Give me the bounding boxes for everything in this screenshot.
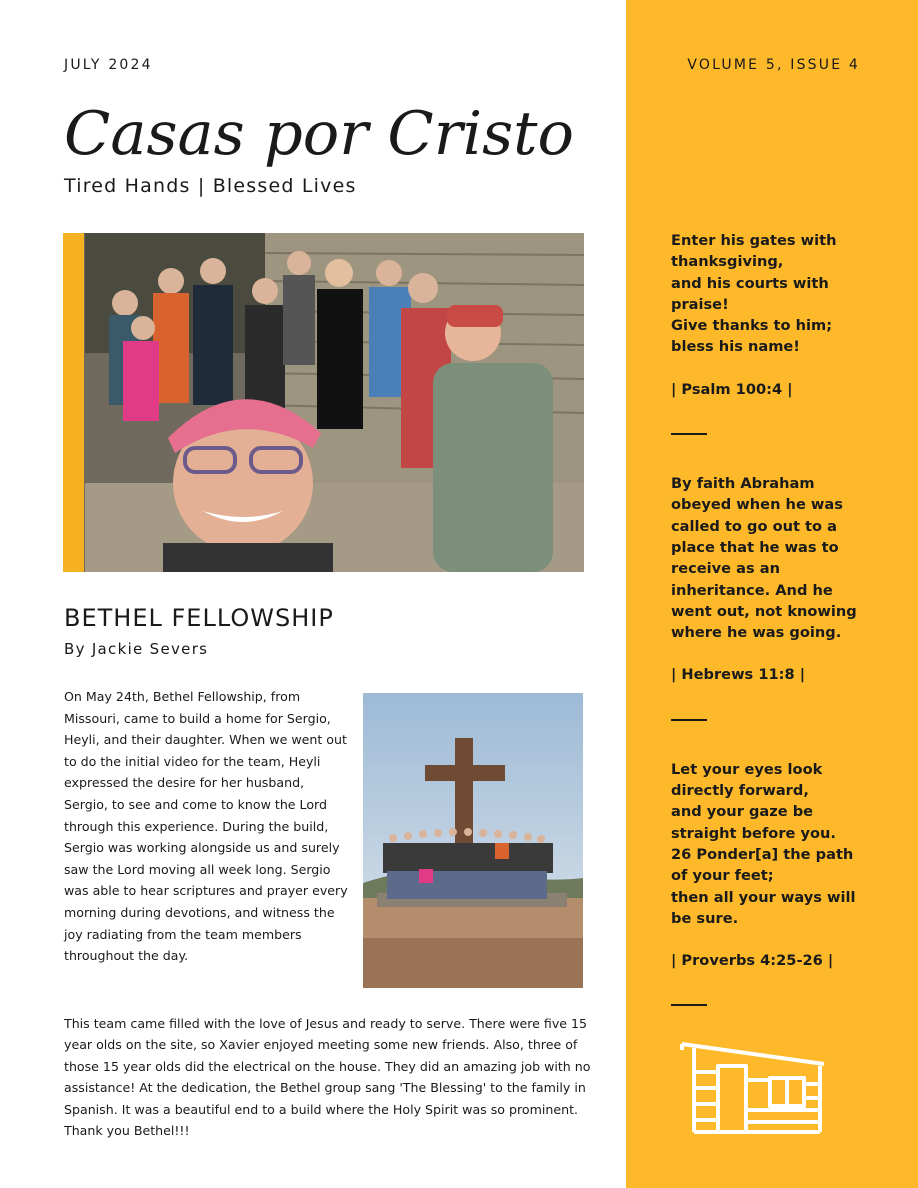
- article-body-2: [64, 1013, 592, 1141]
- title-text: Casas por Cristo: [64, 99, 574, 169]
- verse-block: [671, 230, 871, 435]
- verse-text: By faith Abraham obeyed when he was called to go out to a place that he was to receive as an inheritance. And he went out, not knowing where he was going.: [671, 475, 857, 642]
- verse-text: Let your eyes look directly forward, and your gaze be straight before you. 26 Ponder[a] the path of your feet; then all your ways will be sure.: [671, 760, 856, 927]
- verse-reference: | Psalm 100:4 |: [671, 380, 793, 398]
- verse-divider: [671, 719, 707, 721]
- verse-reference: | Proverbs 4:25-26 |: [671, 952, 834, 970]
- photo-accent-bar: [63, 233, 84, 572]
- article-body-1: [64, 686, 349, 967]
- house-icon: [678, 1040, 828, 1136]
- tagline: Tired Hands | Blessed Lives: [64, 175, 357, 197]
- article-headline: BETHEL FELLOWSHIP: [64, 604, 334, 632]
- newsletter-title: [62, 88, 602, 174]
- paragraph-2: This team came filled with the love of Jesus and ready to serve. There were five 15 year olds on the site, so Xavier enjoyed meeting some new friends. Also, three of those 15 year olds did the electrical on the house. They did an amazing job with no assistance! At the dedication, the Bethel group sang 'The Blessing' to the family in Spanish. It was a beautiful end to a build where the Holy Spirit was so prominent. Thank you Bethel!!!: [64, 1016, 591, 1139]
- verse-list: [671, 230, 871, 1044]
- verse-divider: [671, 433, 707, 435]
- issue-volume: VOLUME 5, ISSUE 4: [687, 57, 860, 73]
- verse-block: [671, 473, 871, 721]
- verse-reference: | Hebrews 11:8 |: [671, 666, 806, 684]
- paragraph-1: On May 24th, Bethel Fellowship, from Missouri, came to build a home for Sergio, Heyli, and their daughter. When we went out to do the initial video for the team, Heyli expressed the desire for her husband, Sergio, to see and come to know the Lord through this experience. During the build, Sergio was working alongside us and surely saw the Lord moving all week long. Sergio was able to hear scriptures and prayer every morning during devotions, and witness the joy radiating from the team members throughout the day.: [64, 689, 348, 964]
- verse-block: [671, 759, 871, 1007]
- sidebar: [626, 0, 918, 1188]
- cross-group-photo: [363, 693, 583, 988]
- verse-divider: [671, 1004, 707, 1006]
- date: JULY 2024: [64, 57, 153, 73]
- team-selfie-photo: [63, 233, 584, 572]
- verse-text: Enter his gates with thanksgiving, and his courts with praise! Give thanks to him; bless his name!: [671, 232, 837, 356]
- article-byline: By Jackie Severs: [64, 640, 209, 658]
